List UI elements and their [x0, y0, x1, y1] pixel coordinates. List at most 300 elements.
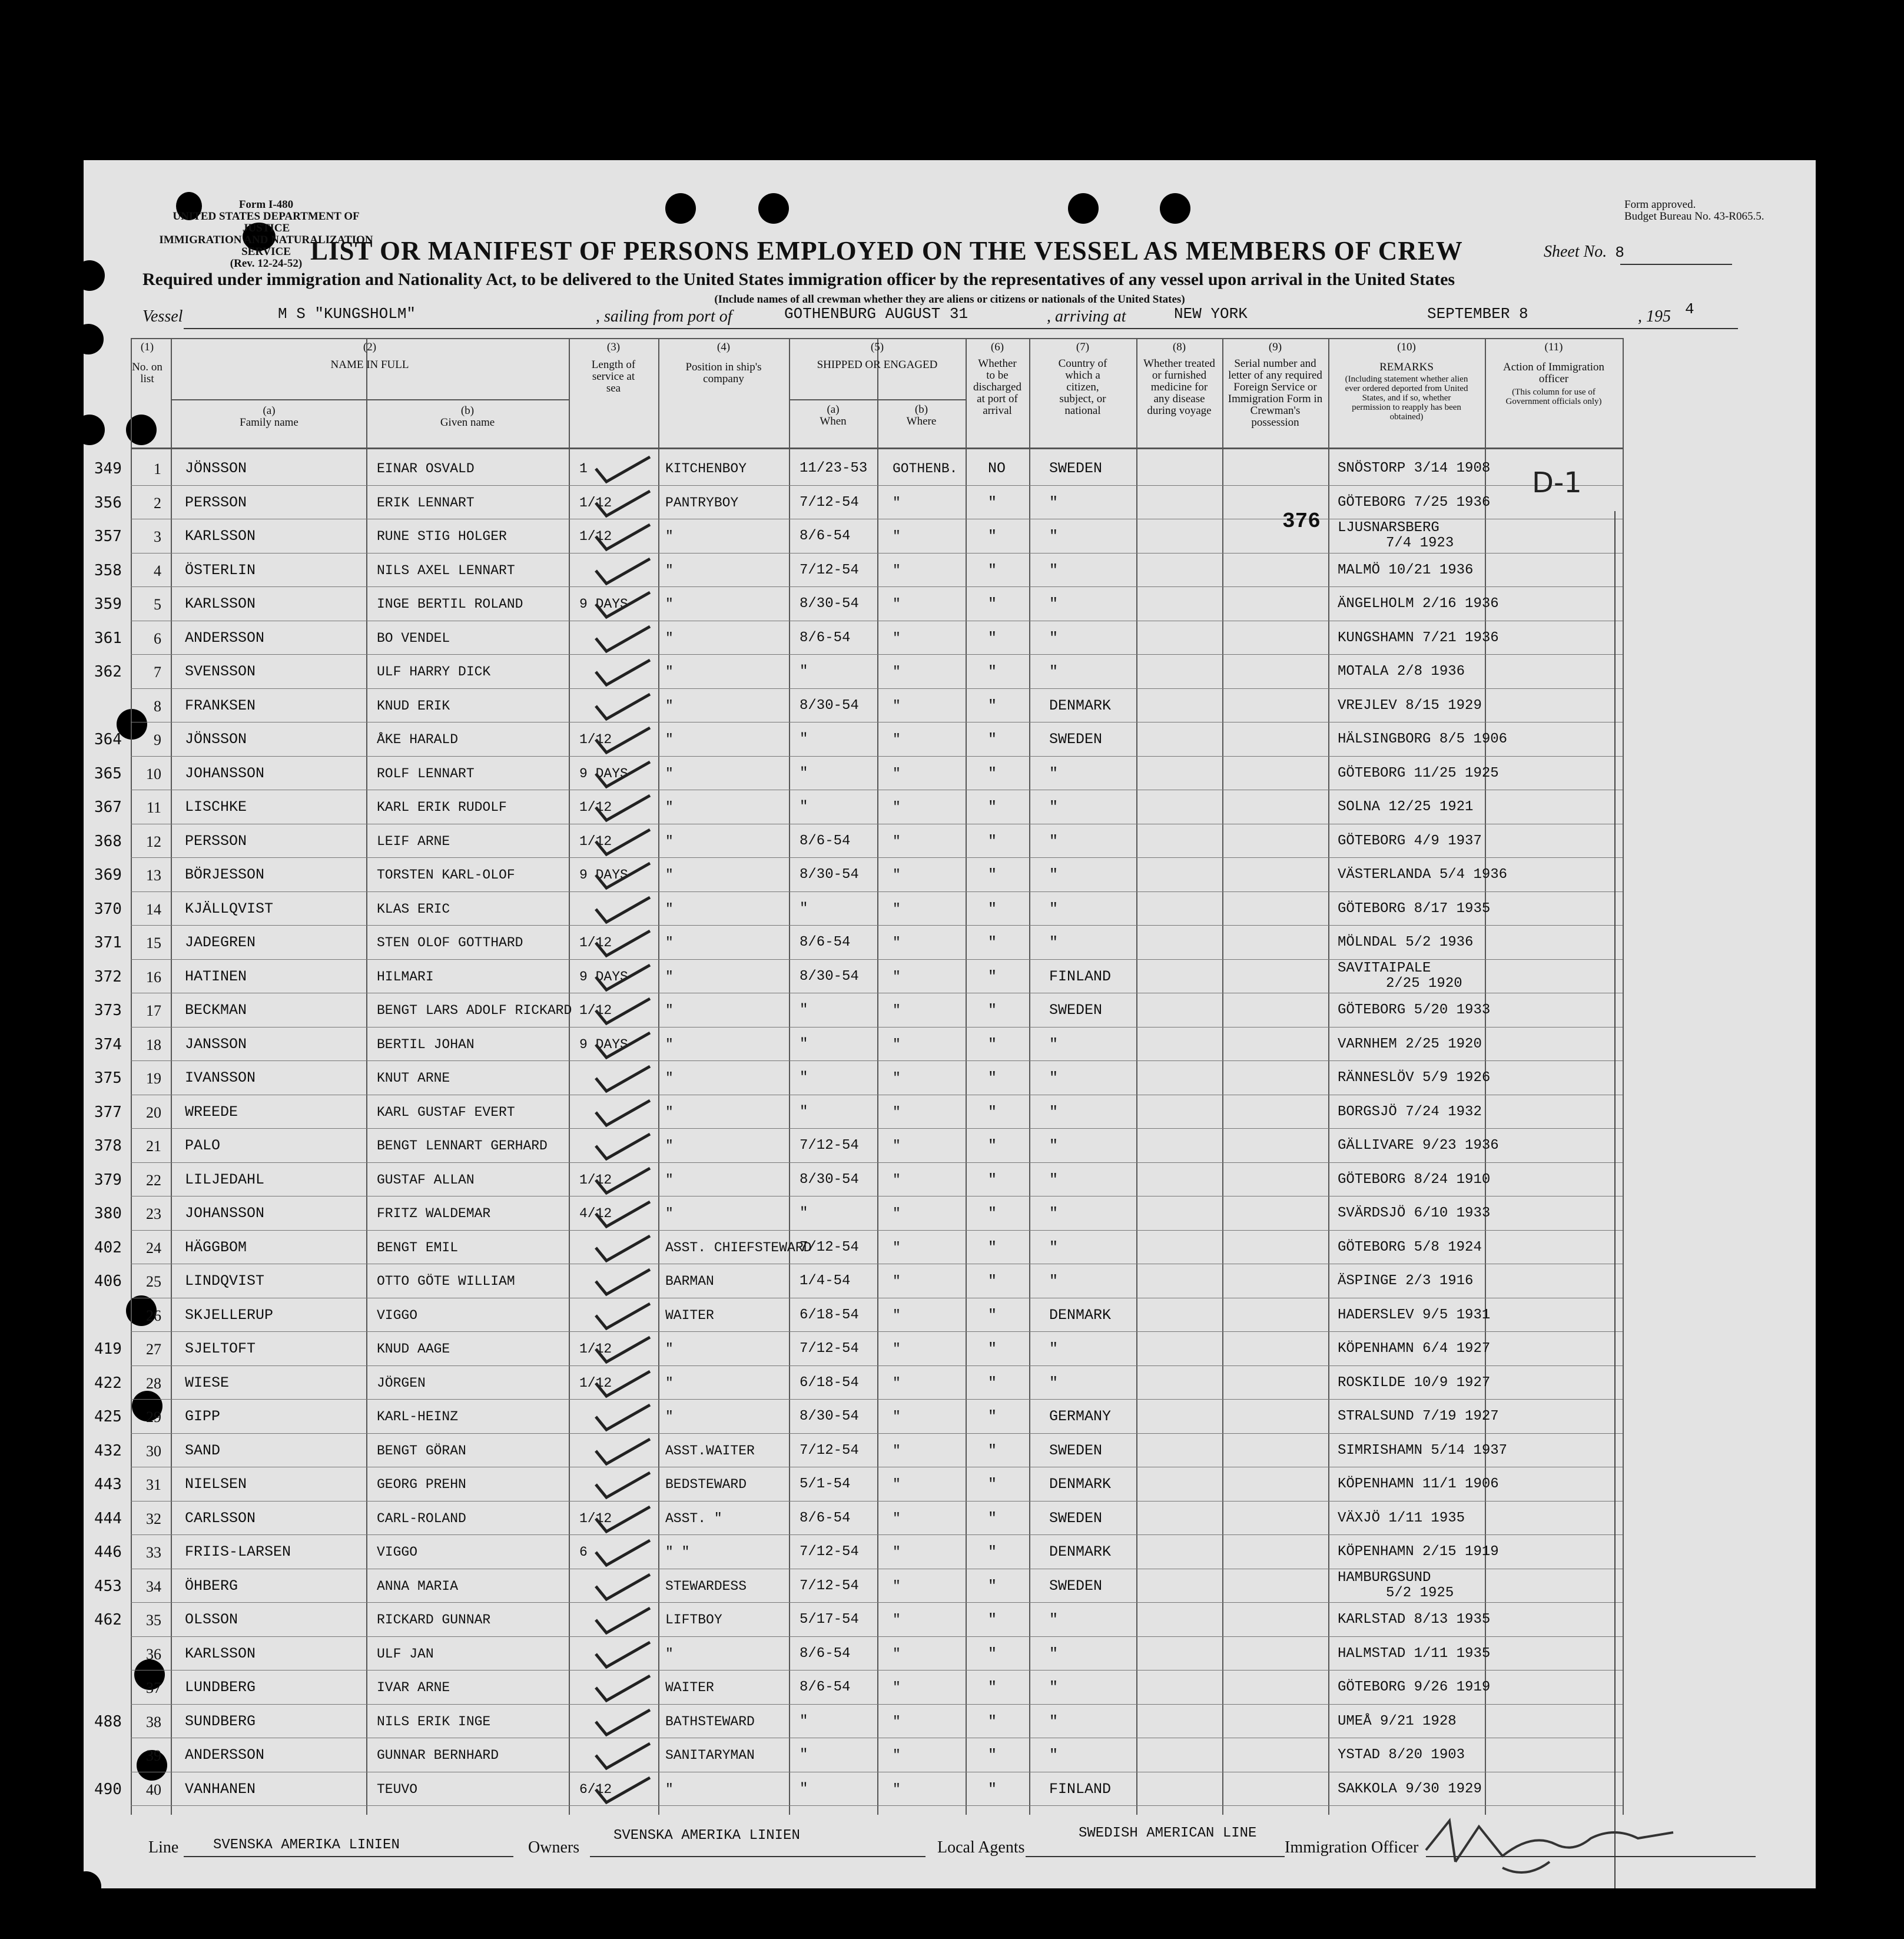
discharged: ": [988, 934, 997, 951]
country: SWEDEN: [1049, 1577, 1103, 1595]
vessel-label: Vessel: [142, 307, 183, 326]
shipped-where: ": [893, 1544, 901, 1560]
shipped-where: ": [893, 1511, 901, 1526]
check-mark-icon: [591, 1299, 656, 1332]
agents-underline: [1026, 1856, 1285, 1857]
row-number: 16: [146, 969, 161, 986]
row-rule: [131, 1230, 1623, 1231]
column-rule: [1136, 338, 1137, 1815]
check-mark-icon: [591, 1603, 656, 1636]
stamp-376: 376: [1282, 509, 1321, 533]
margin-number: 402: [94, 1239, 122, 1257]
margin-number: 371: [94, 934, 122, 952]
discharged: ": [988, 1307, 997, 1324]
position: WAITER: [665, 1680, 714, 1695]
given-name: BERTIL JOHAN: [377, 1037, 475, 1052]
family-name: LISCHKE: [185, 798, 247, 816]
col-9-title: Serial number and letter of any required Foreign Service or Immigration Form in Crewman's possession: [1228, 357, 1323, 429]
col-8-title: Whether treated or furnished medicine for any disease during voyage: [1143, 357, 1215, 417]
row-number: 34: [146, 1578, 161, 1595]
sailing-value: GOTHENBURG AUGUST 31: [784, 305, 968, 323]
check-mark-icon: [591, 1028, 656, 1061]
position: ": [665, 698, 674, 714]
check-mark-icon: [591, 622, 656, 655]
row-number: 23: [146, 1205, 161, 1222]
discharged: ": [988, 1002, 997, 1019]
agents-label: Local Agents: [937, 1838, 1025, 1857]
row-rule: [131, 1534, 1623, 1535]
given-name: JÖRGEN: [377, 1375, 426, 1391]
country: ": [1049, 866, 1059, 883]
check-mark-icon: [591, 554, 656, 587]
remarks: YSTAD 8/20 1903: [1338, 1747, 1465, 1763]
shipped-where: ": [893, 596, 901, 612]
given-name: KARL ERIK RUDOLF: [377, 800, 507, 815]
check-mark-icon: [591, 1400, 656, 1433]
row-rule: [131, 1704, 1623, 1705]
position: ": [665, 969, 674, 985]
discharged: ": [988, 900, 997, 917]
margin-number: 349: [94, 460, 122, 478]
family-name: KARLSSON: [185, 595, 256, 612]
row-number: 39: [146, 1747, 161, 1764]
country: ": [1049, 629, 1059, 647]
column-rule: [1029, 338, 1030, 1815]
shipped-where: ": [893, 800, 901, 815]
shipped-when: 8/30-54: [800, 1172, 859, 1188]
row-number: 26: [146, 1307, 161, 1324]
discharged: ": [988, 968, 997, 985]
given-name: BO VENDEL: [377, 631, 450, 646]
discharged: ": [988, 629, 997, 647]
given-name: STEN OLOF GOTTHARD: [377, 935, 523, 950]
margin-number: 367: [94, 798, 122, 816]
col-2a-title: Family name: [240, 416, 298, 429]
country: ": [1049, 1069, 1059, 1086]
remarks-line-2: 2/25 1920: [1386, 976, 1462, 992]
check-mark-icon: [591, 1773, 656, 1806]
discharged: ": [988, 866, 997, 883]
given-name: ULF HARRY DICK: [377, 664, 491, 680]
check-mark-icon: [591, 994, 656, 1027]
shipped-when: ": [800, 799, 808, 815]
country: ": [1049, 833, 1059, 850]
remarks: SVÄRDSJÖ 6/10 1933: [1338, 1205, 1491, 1221]
row-rule: [131, 485, 1623, 486]
shipped-when: 6/18-54: [800, 1307, 859, 1323]
remarks: VÄXJÖ 1/11 1935: [1338, 1510, 1465, 1526]
country: GERMANY: [1049, 1408, 1112, 1425]
check-mark-icon: [591, 1434, 656, 1467]
row-rule: [131, 688, 1623, 689]
family-name: SJELTOFT: [185, 1340, 256, 1357]
remarks: MÖLNDAL 5/2 1936: [1338, 934, 1474, 950]
family-name: ANDERSSON: [185, 629, 265, 647]
row-rule: [131, 1602, 1623, 1603]
family-name: ÖHBERG: [185, 1577, 238, 1595]
country: FINLAND: [1049, 968, 1112, 985]
family-name: BÖRJESSON: [185, 866, 265, 883]
shipped-when: ": [800, 1781, 808, 1797]
discharged: ": [988, 1577, 997, 1595]
country: ": [1049, 900, 1059, 917]
position: ": [665, 867, 674, 883]
position: KITCHENBOY: [665, 461, 747, 476]
discharged: ": [988, 765, 997, 782]
given-name: ANNA MARIA: [377, 1579, 459, 1594]
margin-number: 372: [94, 968, 122, 986]
remarks: HADERSLEV 9/5 1931: [1338, 1307, 1491, 1323]
country: ": [1049, 1645, 1059, 1662]
shipped-where: ": [893, 631, 901, 646]
col-5a-header: [790, 404, 876, 427]
family-name: HÄGGBOM: [185, 1239, 247, 1256]
position: BARMAN: [665, 1274, 714, 1289]
given-name: RICKARD GUNNAR: [377, 1612, 491, 1628]
remarks: GÖTEBORG 8/17 1935: [1338, 901, 1491, 917]
col-8-header: [1137, 342, 1221, 417]
shipped-where: ": [893, 1172, 901, 1188]
remarks: SAVITAIPALE: [1338, 960, 1431, 976]
page-title: LIST OR MANIFEST OF PERSONS EMPLOYED ON THE VESSEL AS MEMBERS OF CREW: [310, 236, 1463, 266]
discharged: ": [988, 1543, 997, 1560]
check-mark-icon: [591, 1197, 656, 1230]
family-name: OLSSON: [185, 1611, 238, 1628]
given-name: GUNNAR BERNHARD: [377, 1748, 499, 1763]
check-mark-icon: [591, 1096, 656, 1129]
length-of-service: 9 DAYS: [579, 867, 628, 883]
given-name: HILMARI: [377, 969, 434, 985]
row-number: 6: [154, 630, 161, 647]
country: ": [1049, 494, 1059, 511]
position: SANITARYMAN: [665, 1748, 755, 1763]
check-mark-icon: [591, 1570, 656, 1603]
given-name: ULF JAN: [377, 1646, 434, 1662]
discharged: ": [988, 595, 997, 612]
check-mark-icon: [591, 486, 656, 519]
margin-number: 359: [94, 595, 122, 613]
check-mark-icon: [591, 520, 656, 553]
arrival-date: SEPTEMBER 8: [1427, 305, 1528, 323]
remarks: GÖTEBORG 5/8 1924: [1338, 1239, 1482, 1255]
margin-number: 425: [94, 1408, 122, 1426]
country: ": [1049, 1137, 1059, 1154]
remarks: KÖPENHAMN 6/4 1927: [1338, 1341, 1491, 1357]
position: ": [665, 1341, 674, 1357]
margin-number: 380: [94, 1205, 122, 1222]
margin-number: 362: [94, 663, 122, 681]
row-number: 35: [146, 1612, 161, 1629]
include-note: (Include names of all crewman whether they are aliens or citizens or nationals of the United States): [714, 293, 1185, 306]
family-name: VANHANEN: [185, 1781, 256, 1798]
given-name: BENGT LENNART GERHARD: [377, 1138, 548, 1154]
shipped-when: 11/23-53: [800, 460, 868, 476]
row-number: 10: [146, 765, 161, 783]
margin-number: 368: [94, 833, 122, 850]
given-name: VIGGO: [377, 1308, 418, 1323]
agents-value: SWEDISH AMERICAN LINE: [1079, 1825, 1257, 1841]
check-mark-icon: [591, 1705, 656, 1738]
col-11-note: (This column for use of Government officials only): [1505, 387, 1602, 406]
position: PANTRYBOY: [665, 495, 739, 511]
shipped-where: ": [893, 664, 901, 680]
position: ": [665, 935, 674, 950]
remarks: GÖTEBORG 4/9 1937: [1338, 833, 1482, 849]
given-name: KNUT ARNE: [377, 1070, 450, 1086]
check-mark-icon: [591, 926, 656, 959]
row-number: 37: [146, 1679, 161, 1696]
margin-number: 369: [94, 866, 122, 884]
country: ": [1049, 1103, 1059, 1121]
shipped-where: ": [893, 1138, 901, 1154]
line-value: SVENSKA AMERIKA LINIEN: [213, 1837, 400, 1853]
col-2-title: NAME IN FULL: [330, 359, 409, 371]
row-rule: [131, 1805, 1623, 1806]
shipped-when: 8/30-54: [800, 698, 859, 714]
row-number: 2: [154, 495, 161, 512]
column-rule: [877, 338, 878, 1815]
col-10-header: [1329, 342, 1484, 422]
shipped-where: ": [893, 1206, 901, 1221]
shipped-where: GOTHENB.: [893, 461, 958, 476]
remarks: GÖTEBORG 5/20 1933: [1338, 1002, 1491, 1018]
column-rule: [966, 338, 967, 1815]
discharged: ": [988, 1442, 997, 1459]
country: SWEDEN: [1049, 1510, 1103, 1527]
shipped-where: ": [893, 1274, 901, 1289]
row-rule: [131, 756, 1623, 757]
row-rule: [131, 1501, 1623, 1502]
country: ": [1049, 562, 1059, 579]
row-number: 9: [154, 731, 161, 748]
position: ": [665, 1172, 674, 1188]
family-name: HATINEN: [185, 968, 247, 985]
remarks: GÄLLIVARE 9/23 1936: [1338, 1138, 1499, 1154]
sheet-value: 8: [1615, 244, 1624, 261]
family-name: KARLSSON: [185, 1645, 256, 1662]
country: ": [1049, 528, 1059, 545]
arriving-value: NEW YORK: [1174, 305, 1248, 323]
col-11-header: [1486, 342, 1621, 406]
family-name: JANSSON: [185, 1036, 247, 1053]
discharged: ": [988, 1679, 997, 1696]
country: SWEDEN: [1049, 731, 1103, 748]
margin-number: 358: [94, 562, 122, 579]
shipped-where: ": [893, 698, 901, 714]
shipped-when: ": [800, 731, 808, 747]
position: ": [665, 766, 674, 781]
remarks: BORGSJÖ 7/24 1932: [1338, 1104, 1482, 1120]
length-of-service: 9 DAYS: [579, 1037, 628, 1052]
country: ": [1049, 1272, 1059, 1290]
position: WAITER: [665, 1308, 714, 1323]
column-rule: [569, 338, 570, 1815]
remarks: SOLNA 12/25 1921: [1338, 799, 1474, 815]
department: UNITED STATES DEPARTMENT OF JUSTICE: [173, 210, 360, 234]
budget-text: Budget Bureau No. 43-R065.5.: [1624, 210, 1764, 223]
remarks: KUNGSHAMN 7/21 1936: [1338, 630, 1499, 646]
margin-number: 444: [94, 1510, 122, 1527]
officer-signature: [1414, 1797, 1685, 1885]
column-rule: [171, 338, 172, 1815]
remarks: KÖPENHAMN 11/1 1906: [1338, 1476, 1499, 1492]
col-3-header: [570, 342, 657, 395]
col-4-header: [659, 342, 788, 385]
given-name: KNUD ERIK: [377, 698, 450, 714]
margin-number: 370: [94, 900, 122, 918]
shipped-where: ": [893, 1748, 901, 1763]
discharged: ": [988, 1746, 997, 1764]
row-number: 30: [146, 1443, 161, 1460]
discharged: ": [988, 528, 997, 545]
position: ": [665, 563, 674, 578]
remarks: VÄSTERLANDA 5/4 1936: [1338, 867, 1508, 883]
position: ": [665, 1070, 674, 1086]
col-1-header: [132, 342, 162, 385]
family-name: ÖSTERLIN: [185, 562, 256, 579]
discharged: ": [988, 1713, 997, 1730]
remarks: MOTALA 2/8 1936: [1338, 664, 1465, 680]
col-5a-title: When: [820, 415, 847, 427]
shipped-when: 7/12-54: [800, 1578, 859, 1594]
position: ASST. CHIEFSTEWARD: [665, 1240, 812, 1255]
check-mark-icon: [591, 1231, 656, 1264]
margin-number: 377: [94, 1103, 122, 1121]
remarks: SNÖSTORP 3/14 1908: [1338, 460, 1491, 476]
length-of-service: 1/12: [579, 1003, 612, 1018]
shipped-where: ": [893, 1375, 901, 1391]
shipped-where: ": [893, 901, 901, 917]
row-number: 20: [146, 1104, 161, 1121]
shipped-where: ": [893, 1105, 901, 1120]
shipped-subheader-rule: [789, 399, 966, 400]
column-rule: [131, 338, 132, 1815]
row-number: 32: [146, 1510, 161, 1527]
row-number: 3: [154, 528, 161, 545]
check-mark-icon: [591, 859, 656, 891]
row-number: 29: [146, 1408, 161, 1426]
vessel-name: M S "KUNGSHOLM": [278, 305, 416, 323]
country: ": [1049, 1036, 1059, 1053]
remarks: HAMBURGSUND: [1338, 1570, 1431, 1586]
shipped-when: ": [800, 1205, 808, 1221]
given-name: NILS ERIK INGE: [377, 1714, 491, 1729]
check-mark-icon: [591, 1739, 656, 1772]
family-name: LUNDBERG: [185, 1679, 256, 1696]
remarks: STRALSUND 7/19 1927: [1338, 1408, 1499, 1424]
check-mark-icon: [591, 825, 656, 858]
family-name: PERSSON: [185, 833, 247, 850]
shipped-where: ": [893, 1070, 901, 1086]
col-7-number: (7): [1076, 341, 1090, 353]
discharged: ": [988, 1340, 997, 1357]
column-rule: [1623, 338, 1624, 1815]
given-name: LEIF ARNE: [377, 834, 450, 849]
col-6-number: (6): [990, 341, 1004, 353]
discharged: ": [988, 1374, 997, 1391]
shipped-where: ": [893, 1680, 901, 1695]
arriving-label: , arriving at: [1047, 307, 1126, 326]
discharged: ": [988, 1137, 997, 1154]
given-name: TORSTEN KARL-OLOF: [377, 867, 515, 883]
remarks: GÖTEBORG 7/25 1936: [1338, 495, 1491, 511]
action-note-handwritten: D-1: [1532, 466, 1582, 499]
col-7-title: Country of which a citizen, subject, or national: [1058, 357, 1107, 417]
col-2a-number: (a): [263, 405, 276, 417]
discharged: ": [988, 833, 997, 850]
col-5b-number: (b): [914, 403, 928, 416]
remarks: LJUSNARSBERG: [1338, 520, 1439, 536]
margin-number: 375: [94, 1069, 122, 1087]
col-2b-header: [367, 405, 568, 429]
remarks: HÄLSINGBORG 8/5 1906: [1338, 731, 1508, 747]
col-6-title: Whether to be discharged at port of arrival: [973, 357, 1021, 417]
discharged: ": [988, 731, 997, 748]
length-of-service: 1/12: [579, 1341, 612, 1357]
family-name: JADEGREN: [185, 934, 256, 951]
row-number: 27: [146, 1341, 161, 1358]
row-rule: [131, 1636, 1623, 1637]
row-number: 5: [154, 596, 161, 613]
family-name: IVANSSON: [185, 1069, 256, 1086]
family-name: JOHANSSON: [185, 765, 265, 782]
row-rule: [131, 654, 1623, 655]
shipped-where: ": [893, 1782, 901, 1797]
line-label: Line: [148, 1838, 179, 1857]
remarks: GÖTEBORG 11/25 1925: [1338, 765, 1499, 781]
family-name: JÖNSSON: [185, 460, 247, 477]
given-name: KARL GUSTAF EVERT: [377, 1105, 515, 1120]
action-column-pen-line: [1614, 511, 1616, 1888]
position: ASST. ": [665, 1511, 722, 1526]
row-number: 28: [146, 1375, 161, 1392]
margin-number: 365: [94, 765, 122, 783]
discharged: ": [988, 798, 997, 816]
position: STEWARDESS: [665, 1579, 747, 1594]
discharged: ": [988, 1645, 997, 1662]
shipped-when: ": [800, 1747, 808, 1763]
margin-number: 361: [94, 629, 122, 647]
col-5-number: (5): [870, 341, 884, 353]
shipped-when: 8/6-54: [800, 630, 851, 646]
shipped-when: ": [800, 1070, 808, 1086]
margin-number: 364: [94, 731, 122, 748]
discharged: ": [988, 1036, 997, 1053]
year-prefix: , 195: [1638, 307, 1671, 326]
check-mark-icon: [591, 960, 656, 993]
col-5a-number: (a): [827, 403, 840, 416]
row-number: 7: [154, 664, 161, 681]
margin-number: 357: [94, 528, 122, 545]
row-number: 25: [146, 1273, 161, 1290]
check-mark-icon: [591, 1164, 656, 1196]
margin-number: 422: [94, 1374, 122, 1392]
margin-number: 446: [94, 1543, 122, 1561]
length-of-service: 9 DAYS: [579, 596, 628, 612]
shipped-where: ": [893, 969, 901, 985]
margin-number: 406: [94, 1272, 122, 1290]
country: ": [1049, 1713, 1059, 1730]
year-suffix: 4: [1685, 300, 1694, 318]
margin-number: 443: [94, 1476, 122, 1493]
country: FINLAND: [1049, 1781, 1112, 1798]
shipped-when: 5/17-54: [800, 1612, 859, 1628]
given-name: KARL-HEINZ: [377, 1409, 459, 1424]
shipped-when: 8/6-54: [800, 1679, 851, 1695]
manifest-sheet: [84, 160, 1816, 1888]
country: ": [1049, 1205, 1059, 1222]
given-name: IVAR ARNE: [377, 1680, 450, 1695]
